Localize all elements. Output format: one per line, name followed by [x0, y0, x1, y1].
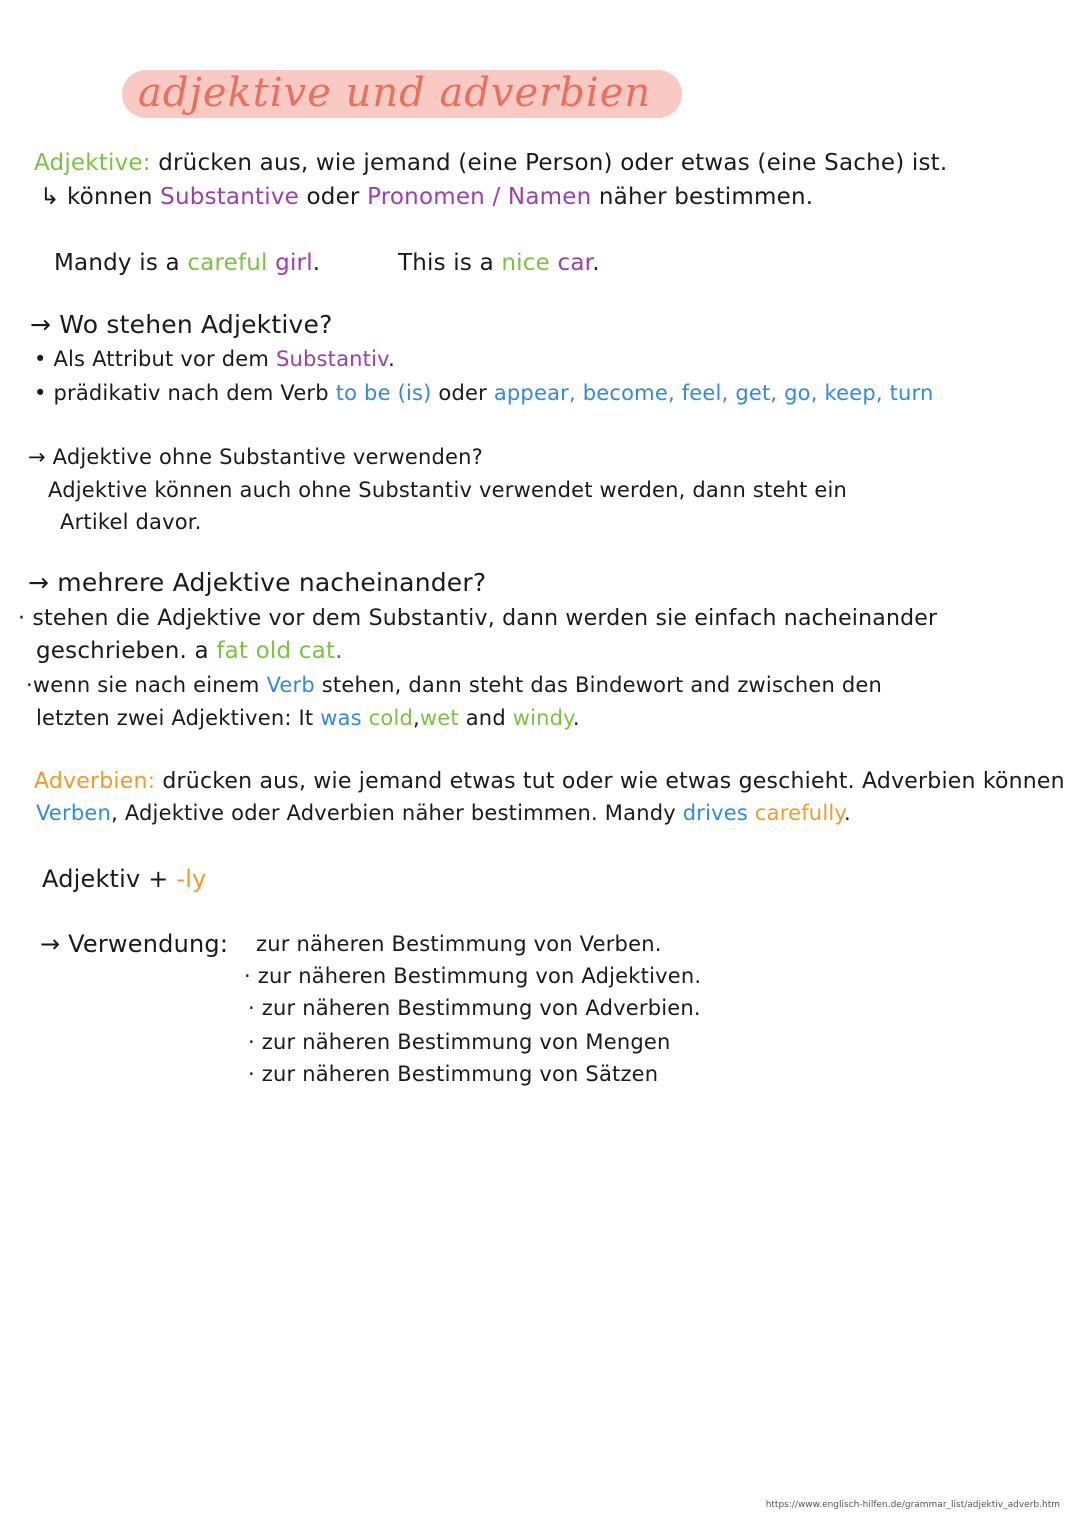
adverbien-line2-mid: , Adjektive oder Adverbien näher bestimmen. Mandy: [111, 801, 683, 825]
substantive-term: Substantive: [160, 184, 299, 210]
line4-start: letzten zwei Adjektiven: It: [36, 706, 321, 730]
adjektive-definition: [34, 148, 947, 178]
mehrere-line1: · stehen die Adjektive vor dem Substantiv, dann werden sie einfach nacheinander: [18, 606, 938, 631]
example-careful-girl: [54, 248, 320, 278]
line2-end: näher bestimmen.: [591, 184, 814, 210]
mehrere-line2: [36, 636, 343, 666]
adjektive-term: Adjektive:: [34, 150, 151, 176]
example-nice-car: [398, 248, 600, 278]
to-be-verb: to be (is): [335, 381, 432, 405]
comma: ,: [413, 706, 420, 730]
adverbien-definition-text: drücken aus, wie jemand etwas tut oder wie etwas geschieht. Adverbien können: [155, 769, 1065, 794]
mehrere-line3: [26, 670, 882, 700]
mehrere-heading: → mehrere Adjektive nacheinander?: [28, 568, 487, 597]
adverbien-definition: [34, 767, 1065, 797]
formula-start: Adjektiv +: [42, 865, 177, 893]
source-url: https://www.englisch-hilfen.de/grammar_list/adjektiv_adverb.htm: [765, 1500, 1060, 1510]
adverb-formula: [42, 864, 207, 894]
verwendung-item-2: · zur näheren Bestimmung von Adjektiven.: [244, 964, 702, 988]
fat-old-example: fat old cat: [216, 638, 336, 664]
ex1-end: .: [312, 250, 321, 276]
bullet2-mid: oder: [431, 381, 494, 405]
wo-stehen-bullet-2: [34, 378, 934, 408]
line4-period: .: [572, 706, 580, 730]
bullet2-start: • prädikativ nach dem Verb: [34, 381, 336, 405]
windy-adjective: windy: [512, 706, 573, 730]
ex2-adjective: nice: [501, 250, 550, 276]
wo-stehen-heading: → Wo stehen Adjektive?: [30, 310, 333, 339]
ohne-substantive-heading: → Adjektive ohne Substantive verwenden?: [28, 445, 483, 469]
adverbien-line2-period: .: [844, 801, 851, 825]
line2-prefix: ↳ können: [40, 184, 161, 210]
wo-stehen-bullet-1: [34, 344, 395, 374]
wet-adjective: wet: [419, 706, 459, 730]
bullet1-end: .: [388, 347, 396, 371]
adjektive-definition-text: drücken aus, wie jemand (eine Person) oder etwas (eine Sache) ist.: [150, 150, 948, 176]
verben-term: Verben: [36, 801, 112, 825]
line2-start: geschrieben. a: [36, 638, 217, 664]
mehrere-line4: [36, 703, 580, 733]
ex2-noun: car: [549, 250, 593, 276]
verb-term: Verb: [266, 673, 315, 697]
line3-end: stehen, dann steht das Bindewort and zwischen den: [314, 673, 883, 697]
ex1-adjective: careful: [187, 250, 268, 276]
verwendung-label: → Verwendung:: [40, 930, 229, 958]
verwendung-item-1: zur näheren Bestimmung von Verben.: [256, 932, 662, 956]
line3-start: ·wenn sie nach einem: [26, 673, 267, 697]
verwendung-item-3: · zur näheren Bestimmung von Adverbien.: [248, 996, 701, 1020]
bullet1-start: • Als Attribut vor dem: [34, 347, 276, 371]
line2-period: .: [335, 638, 343, 664]
cold-adjective: cold: [361, 706, 414, 730]
line2-mid: oder: [298, 184, 368, 210]
ex1-start: Mandy is a: [54, 250, 188, 276]
verwendung-item-4: · zur näheren Bestimmung von Mengen: [248, 1030, 671, 1054]
ex1-noun: girl: [267, 250, 313, 276]
page-title: adjektive und adverbien: [138, 70, 652, 116]
adverbien-term: Adverbien:: [34, 769, 156, 794]
adjektive-definition-line2: [40, 182, 813, 212]
carefully-adverb: carefully: [748, 801, 845, 825]
adverbien-definition-line2: [36, 798, 851, 828]
ex2-end: .: [592, 250, 600, 276]
bullet1-noun: Substantiv: [275, 347, 389, 371]
ex2-start: This is a: [398, 250, 502, 276]
drives-verb: drives: [682, 801, 749, 825]
ly-suffix: -ly: [176, 865, 207, 893]
linking-verbs: appear, become, feel, get, go, keep, turn: [493, 381, 934, 405]
was-verb: was: [320, 706, 362, 730]
ohne-substantive-line2: Artikel davor.: [60, 510, 202, 534]
pronomen-term: Pronomen / Namen: [367, 184, 592, 210]
ohne-substantive-line1: Adjektive können auch ohne Substantiv verwendet werden, dann steht ein: [48, 478, 848, 502]
and-word: and: [458, 706, 513, 730]
verwendung-item-5: · zur näheren Bestimmung von Sätzen: [248, 1062, 659, 1086]
